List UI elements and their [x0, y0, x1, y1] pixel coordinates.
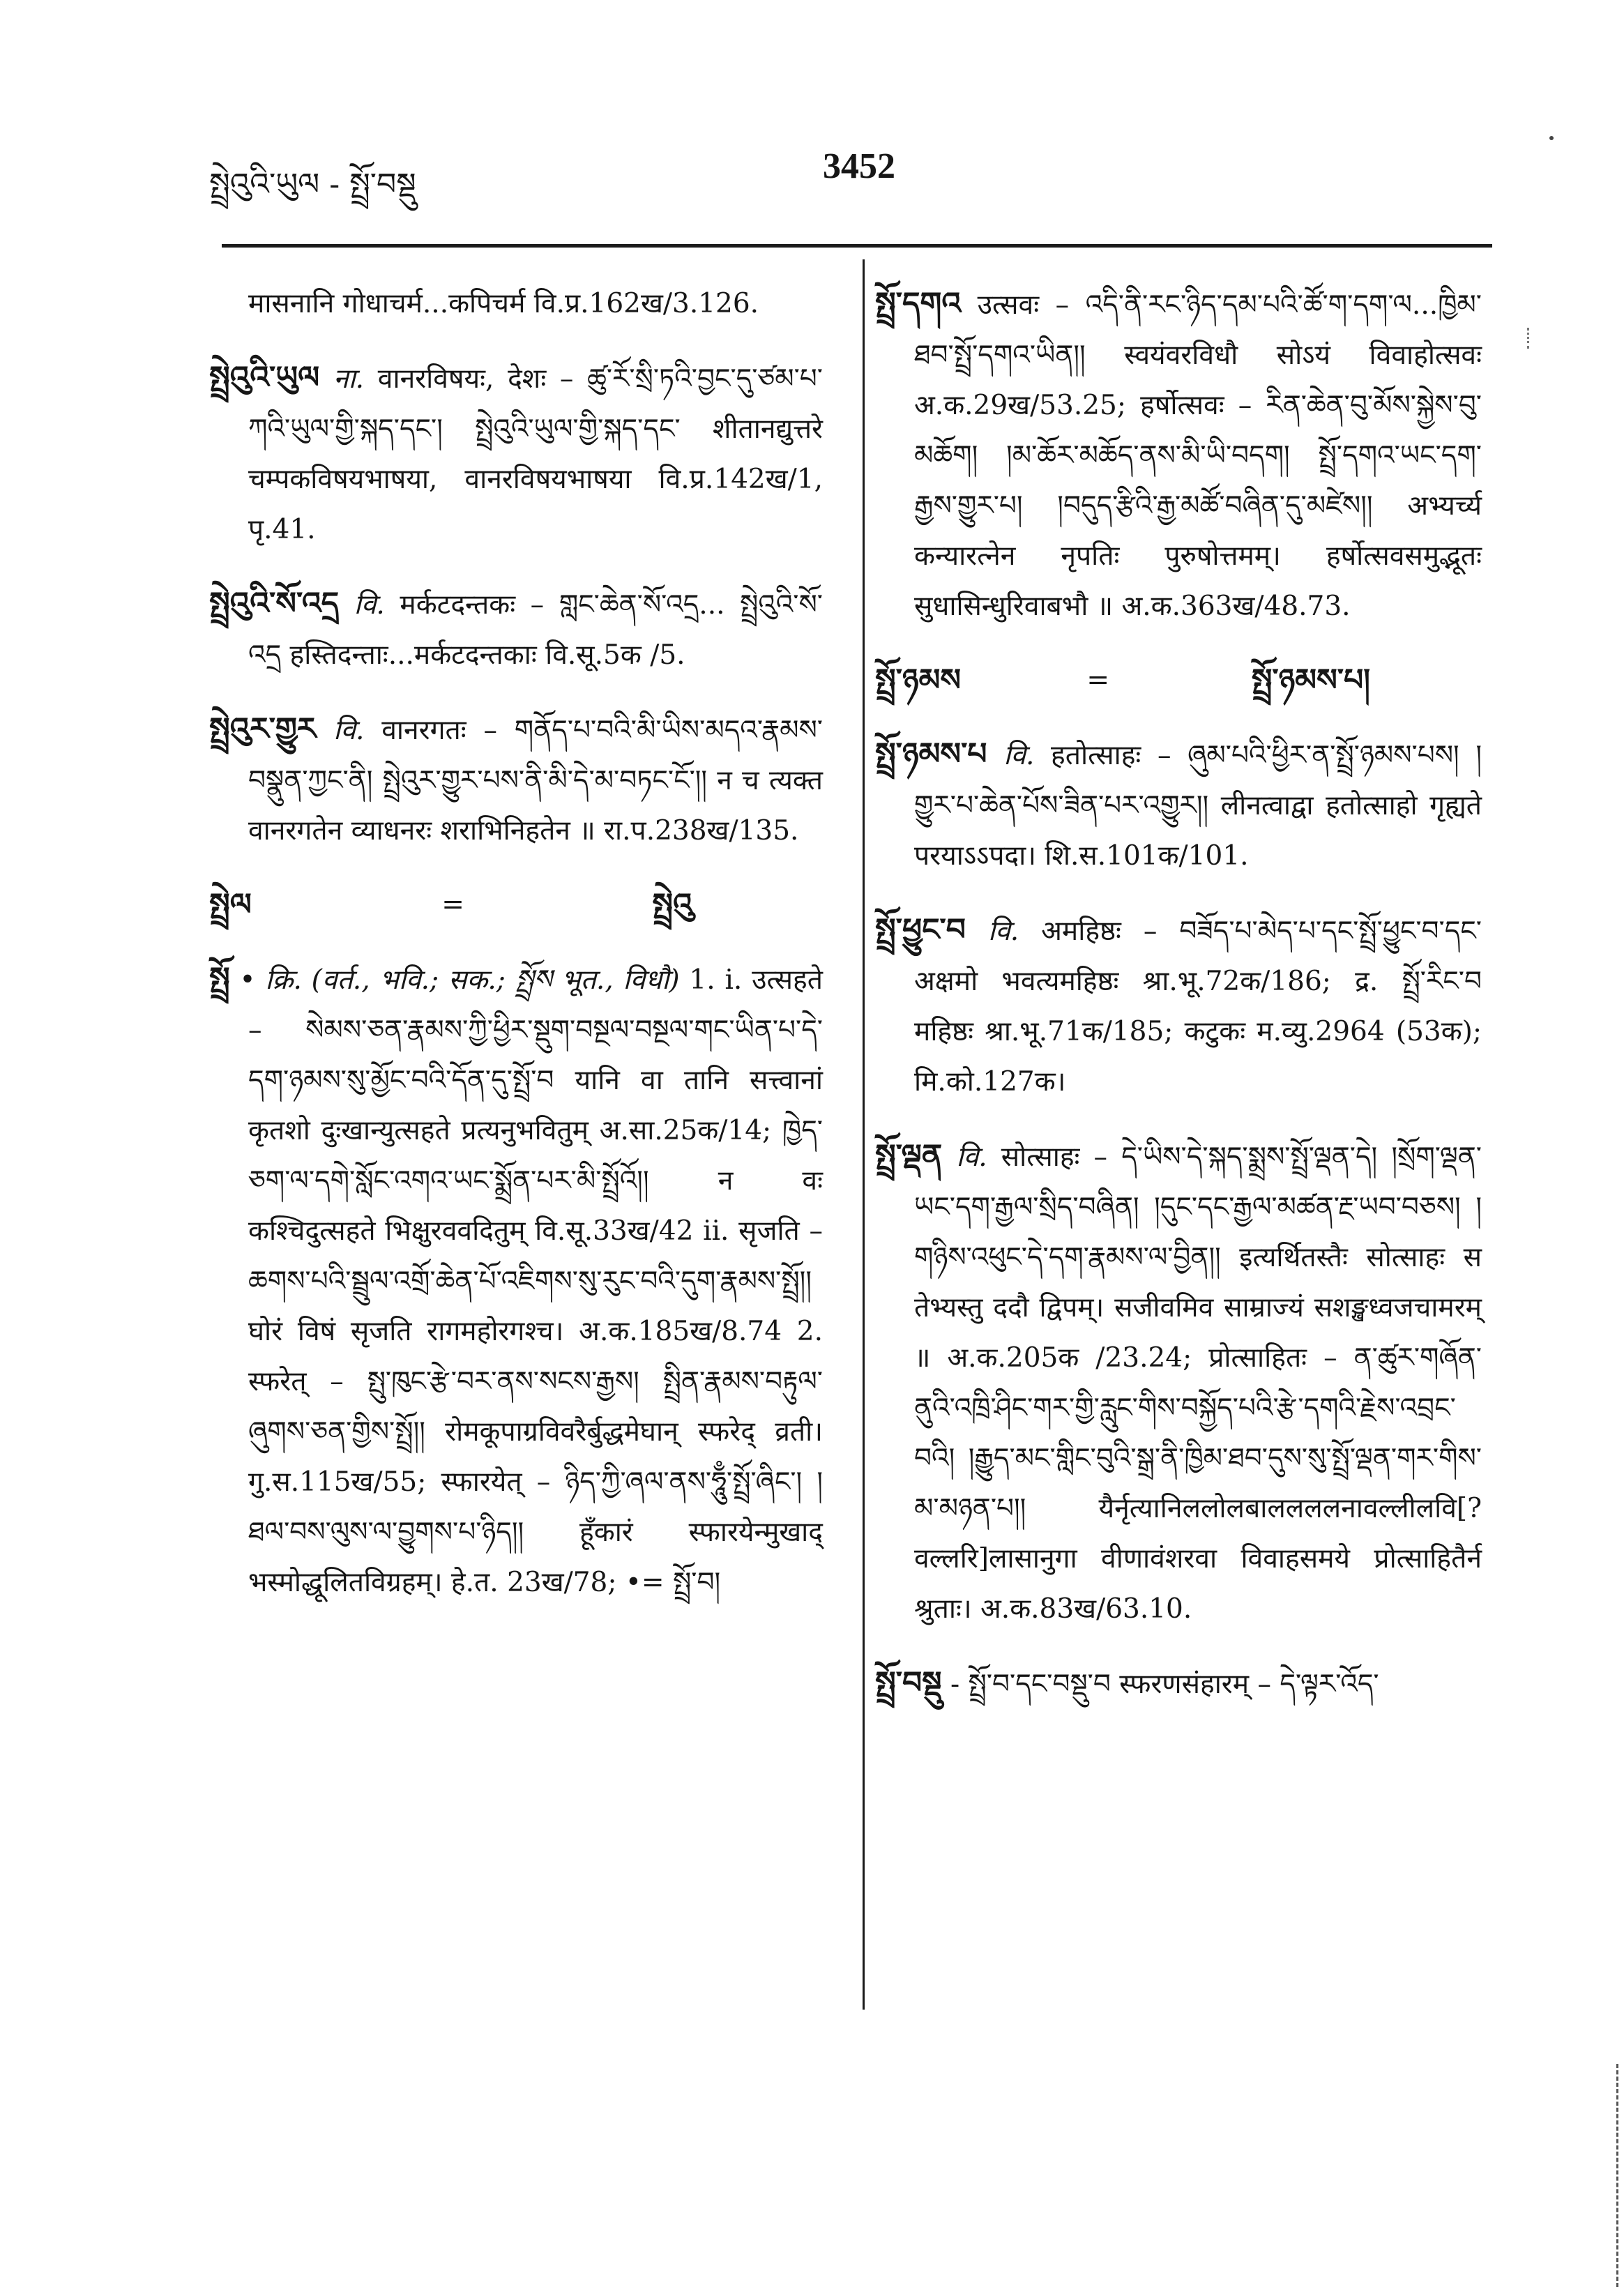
scan-edge-mark — [1616, 2064, 1623, 2287]
dictionary-entry — [875, 729, 1482, 881]
headword: སྤྲོ་ལྡན — [875, 1138, 943, 1174]
headword: སྤྲོ་བསྡུ — [875, 1665, 942, 1701]
definition-text: उत्सवः – འདི་ནི་རང་ཉིད་དམ་པའི་ཚོ་ག་དག་ལ...ཁྱིམ་ཐབ་སྤྲོ་དགའ་ཡིན།། स्वयंवरविधौ सोऽयं विवाहोत्सवः अ.क.29ख/53.25; हर्षोत्सवः – རིན་ཆེན་བུ་མོས་སྐྱེས་བུ་མཆོག། །མ་ཆོར་མཆོད་ནས་མི་ཡི་བདག། སྤྲོ་དགའ་ཡང་དག་རྒྱས་གྱུར་པ། །བདུད་རྩིའི་རྒྱ་མཚོ་བཞིན་དུ་མཛེས།། अभ्यर्च्य कन्यारत्नेन नृपतिः पुरुषोत्तमम्। हर्षोत्सवसमुद्भूतः सुधासिन्धुरिवाबभौ ॥ अ.क.363ख/48.73. — [914, 289, 1482, 622]
definition-text: वानरविषयः, देशः – ཚུ་རོ་སྲི་ཏའི་བྱང་དུ་ཙམ་པ་ཀའི་ཡུལ་གྱི་སྐད་དང་། སྤྲེའུའི་ཡུལ་གྱི་སྐད་དང་ शीतानद्युत्तरे चम्पकविषयभाषया, वानरविषयभाषया वि.प्र.142ख/1, पृ.41. — [248, 363, 823, 545]
definition-text: सोत्साहः – དེ་ཡིས་དེ་སྐད་སྨྲས་སྤྲོ་ལྡན་དེ། །སྲོག་ལྡན་ཡང་དག་རྒྱལ་སྲིད་བཞིན། །དུང་དང་རྒྱལ་མཚན་རྔ་ཡབ་བཅས། །གཉིས་འཕུང་དེ་དག་རྣམས་ལ་བྱིན།། इत्यर्थितस्तैः सोत्साहः स तेभ्यस्तु ददौ द्विपम्। सजीवमिव साम्राज्यं सशङ्खध्वजचामरम् ॥ अ.क.205क /23.24; प्रोत्साहितः – ན་ཚུར་གཞོན་ནུའི་འཁྲི་ཤིང་གར་གྱི་རླུང་གིས་བསྐྱོད་པའི་རྩེ་དགའི་རྗེས་འབྲང་བའི། །རྒྱུད་མང་གླིང་བུའི་སྒྲ་ནི་ཁྱིམ་ཐབ་དུས་སུ་སྤྲོ་ལྡན་གར་གིས་མ་མཉན་པ།། यैर्नृत्यानिललोलबाललललनावल्लीलवि[?वल्लरि]लासानुगा वीणावंशरवा विवाहसमये प्रोत्साहितैर्न श्रुताः। अ.क.83ख/63.10. — [914, 1141, 1482, 1625]
definition-text: वानरगतः – གནོད་པ་བའི་མི་ཡིས་མདའ་རྣམས་བསྣུན་ཀྱང་ནི། སྤྲེའུར་གྱུར་པས་ནི་མི་དེ་མ་བཏང་ངོ་།། न च त्यक्त वानरगतेन व्याधनरः शराभिनिहतेन ॥ रा.प.238ख/135. — [248, 715, 823, 847]
cross-reference-entry: སྤྲོ་ཉམས = སྤྲོ་ཉམས་པ། — [875, 655, 1482, 706]
dictionary-entry — [875, 279, 1482, 632]
grammar-label: ना. — [333, 363, 365, 395]
dictionary-entry — [209, 954, 823, 1608]
headword: སྤྲེལ — [209, 887, 252, 923]
grammar-label: वि. — [1003, 740, 1035, 771]
definition-text: अमहिष्ठः – བཟོད་པ་མེད་པ་དང་སྤྲོ་ཕྱུང་བ་དང་ अक्षमो भवत्यमहिष्ठः श्रा.भू.72क/186; द्र. སྤྲོ་རིང་བ महिष्ठः श्रा.भू.71क/185; कटुकः म.व्यु.2964 (53क); मि.को.127क। — [914, 916, 1482, 1098]
cross-reference-target: སྤྲོ་ཉམས་པ། — [1251, 662, 1370, 698]
column-divider — [863, 259, 865, 2010]
left-column — [209, 279, 823, 1632]
dictionary-entry — [875, 1658, 1482, 1710]
definition-text: हतोत्साहः – ཞུམ་པའི་ཕྱིར་ན་སྤྲོ་ཉམས་པས། །གྱུར་པ་ཆེན་པོས་ཟིན་པར་འགྱུར།། लीनत्वाद्वा हतोत्साहो गृह्यते परयाऽऽपदा। शि.स.101क/101. — [914, 740, 1482, 872]
headword: སྤྲོ་ཉམས་པ — [875, 736, 987, 772]
headword: སྤྲེའུར་གྱུར — [209, 711, 317, 747]
page-number: 3452 — [823, 146, 895, 186]
definition-text: - སྤྲོ་བ་དང་བསྡུ་བ स्फरणसंहारम् – དེ་ལྟར་འོད་ — [950, 1669, 1379, 1700]
headword: སྤྲོ་ཉམས — [875, 662, 962, 698]
right-column — [875, 279, 1482, 1733]
dictionary-entry — [209, 353, 823, 555]
headword: སྤྲེའུའི་ཡུལ — [209, 360, 320, 395]
grammar-label: वि. — [987, 916, 1019, 947]
page-header — [209, 143, 1492, 206]
definition-text: 1. i. उत्सहते – སེམས་ཅན་རྣམས་ཀྱི་ཕྱིར་སྡུག་བསྔལ་བསྔལ་གང་ཡིན་པ་དེ་དག་ཉམས་སུ་མྱོང་བའི་དོན་དུ་སྤྲོ་བ यानि वा तानि सत्त्वानां कृतशो दुःखान्युत्सहते प्रत्यनुभवितुम् अ.सा.25क/14; ཁྱེད་ཅག་ལ་དགེ་སློང་འགའ་ཡང་སྨྲོན་པར་མི་སྤྲོའོ།། न वः कश्चिदुत्सहते भिक्षुरववदितुम् वि.सू.33ख/42 ii. सृजति – ཆགས་པའི་སྦྲུལ་འགྲོ་ཆེན་པོ་འཇིགས་སུ་རུང་བའི་དུག་རྣམས་སྤྲོ།། घोरं विषं सृजति रागमहोरगश्च। अ.क.185ख/8.74 2. स्फरेत् – སྤུ་ཁུང་རྩེ་བར་ནས་སངས་རྒྱས། སྤྲིན་རྣམས་བརྟུལ་ཞུགས་ཅན་གྱིས་སྤྲོ།། रोमकूपाग्रविवरैर्बुद्धमेघान् स्फरेद् व्रती। गु.स.115ख/55; स्फारयेत् – ཉིད་ཀྱི་ཞལ་ནས་ཧཱུྃ་སྤྲོ་ཞིང་། །ཐལ་བས་ལུས་ལ་བྱུགས་པ་ཉིད།། हूँकारं स्फारयेन्मुखाद् भस्मोद्धूलितविग्रहम्। हे.त. 23ख/78; •= སྤྲོ་བ། — [248, 964, 823, 1598]
dictionary-entry — [875, 1131, 1482, 1634]
dictionary-entry — [209, 579, 823, 681]
grammar-label: वि. — [333, 715, 365, 746]
grammar-label: वि. — [354, 589, 385, 621]
header-rule — [222, 244, 1492, 248]
cross-reference-target: སྤྲེའུ — [652, 887, 693, 923]
cross-reference-entry: སྤྲེལ = སྤྲེའུ — [209, 880, 823, 930]
dictionary-entry — [875, 905, 1482, 1107]
grammar-label: वि. — [956, 1141, 987, 1173]
dictionary-entry — [209, 704, 823, 856]
entry-continuation: मासनानि गोधाचर्म...कपिचर्म वि.प्र.162ख/3.126. — [248, 288, 759, 319]
grammar-label: • क्रि. (वर्त., भवि.; सक.; སྤྲོས भूत., विधौ) — [239, 964, 680, 996]
headword: སྤྲོ་དགའ — [875, 286, 962, 321]
scan-dot — [1549, 136, 1554, 140]
headword: སྤྲོ — [209, 961, 230, 996]
scan-speck — [1527, 328, 1532, 349]
headword: སྤྲེའུའི་སོ་འདྲ — [209, 586, 340, 621]
definition-text: मर्कटदन्तकः – གླང་ཆེན་སོ་འདྲ... སྤྲེའུའི་སོ་འདྲ हस्तिदन्ताः...मर्कटदन्तकाः वि.सू.5क /5. — [248, 589, 823, 671]
headword: སྤྲོ་ཕྱུང་བ — [875, 912, 966, 948]
running-head: སྤྲེའུའི་ཡུལ - སྤྲོ་བསྡུ — [209, 167, 416, 202]
